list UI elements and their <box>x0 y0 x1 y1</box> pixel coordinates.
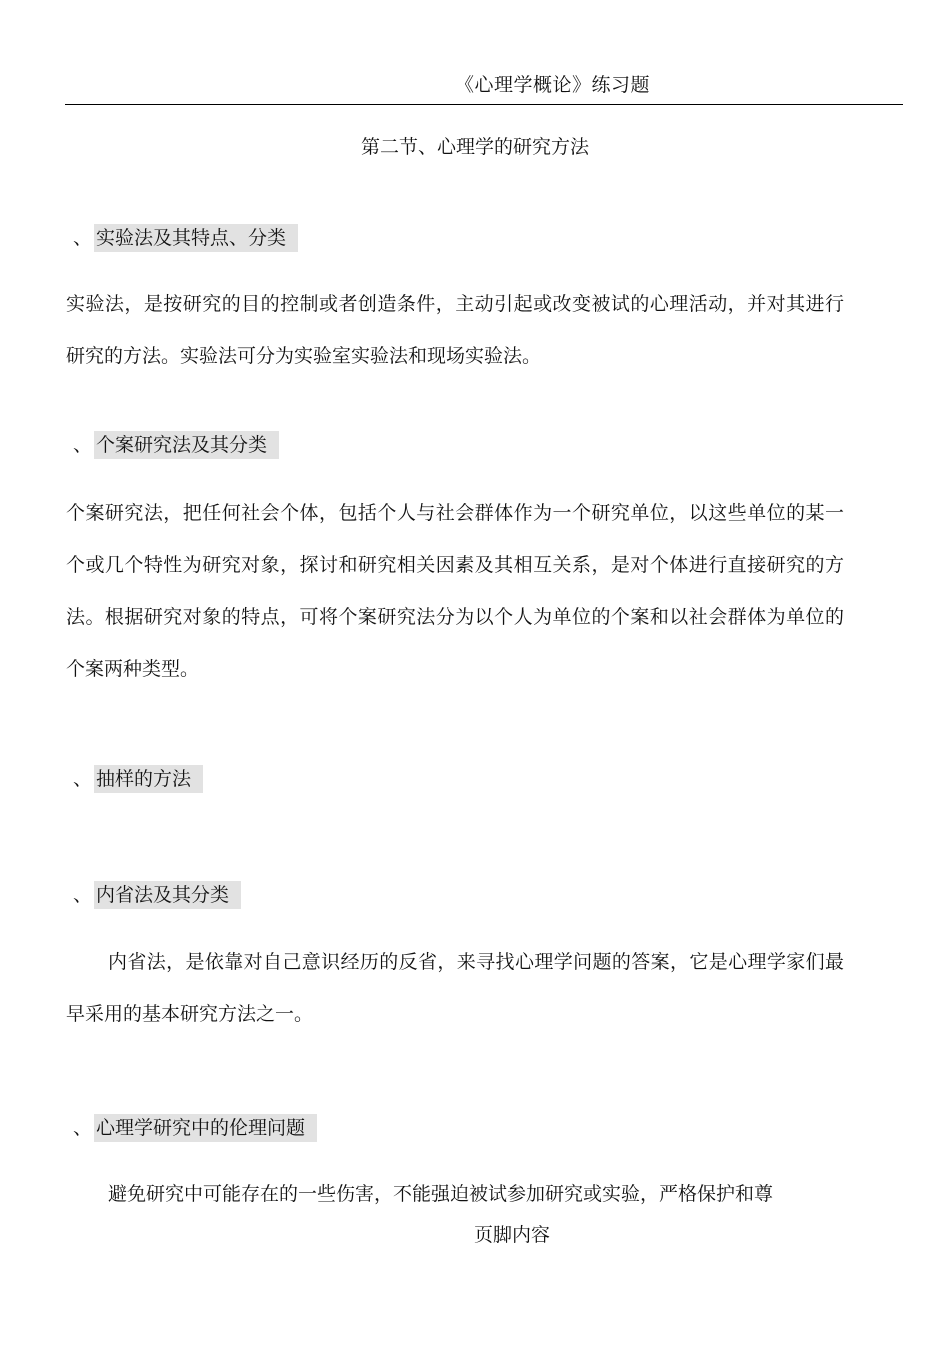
paragraph-ethics: 避免研究中可能存在的一些伤害，不能强迫被试参加研究或实验，严格保护和尊 <box>108 1183 774 1205</box>
page-footer <box>0 1220 950 1247</box>
heading-text: 实验法及其特点、分类 <box>94 224 298 252</box>
paragraph-experiment-method: 实验法，是按研究的目的控制或者创造条件，主动引起或改变被试的心理活动，并对其进行研究的方法。实验法可分为实验室实验法和现场实验法。 <box>66 293 844 367</box>
heading-text: 心理学研究中的伦理问题 <box>94 1114 317 1142</box>
heading-introspection <box>73 881 241 909</box>
header-divider <box>65 104 903 105</box>
paragraph-introspection: 内省法，是依靠对自己意识经历的反省，来寻找心理学问题的答案，它是心理学家们最早采用的基本研究方法之一。 <box>66 951 844 1025</box>
heading-ethics <box>73 1114 317 1142</box>
paragraph-case-study: 个案研究法，把任何社会个体，包括个人与社会群体作为一个研究单位，以这些单位的某一个或几个特性为研究对象，探讨和研究相关因素及其相互关系，是对个体进行直接研究的方法。根据研究对象的特点，可将个案研究法分为以个人为单位的个案和以社会群体为单位的个案两种类型。 <box>66 502 844 680</box>
running-header: 《心理学概论》练习题 <box>455 74 651 96</box>
heading-separator: 、 <box>73 227 93 249</box>
heading-sampling <box>73 765 203 793</box>
heading-separator: 、 <box>73 1117 93 1139</box>
heading-case-study <box>73 431 279 459</box>
section-title <box>0 132 950 159</box>
heading-text: 内省法及其分类 <box>94 881 241 909</box>
footer-text: 页脚内容 <box>473 1224 550 1246</box>
heading-separator: 、 <box>73 434 93 456</box>
heading-separator: 、 <box>73 768 93 790</box>
heading-experiment-method <box>73 224 298 252</box>
section-title-text: 第二节、心理学的研究方法 <box>360 136 589 158</box>
heading-text: 个案研究法及其分类 <box>94 431 279 459</box>
heading-separator: 、 <box>73 884 93 906</box>
heading-text: 抽样的方法 <box>94 765 203 793</box>
